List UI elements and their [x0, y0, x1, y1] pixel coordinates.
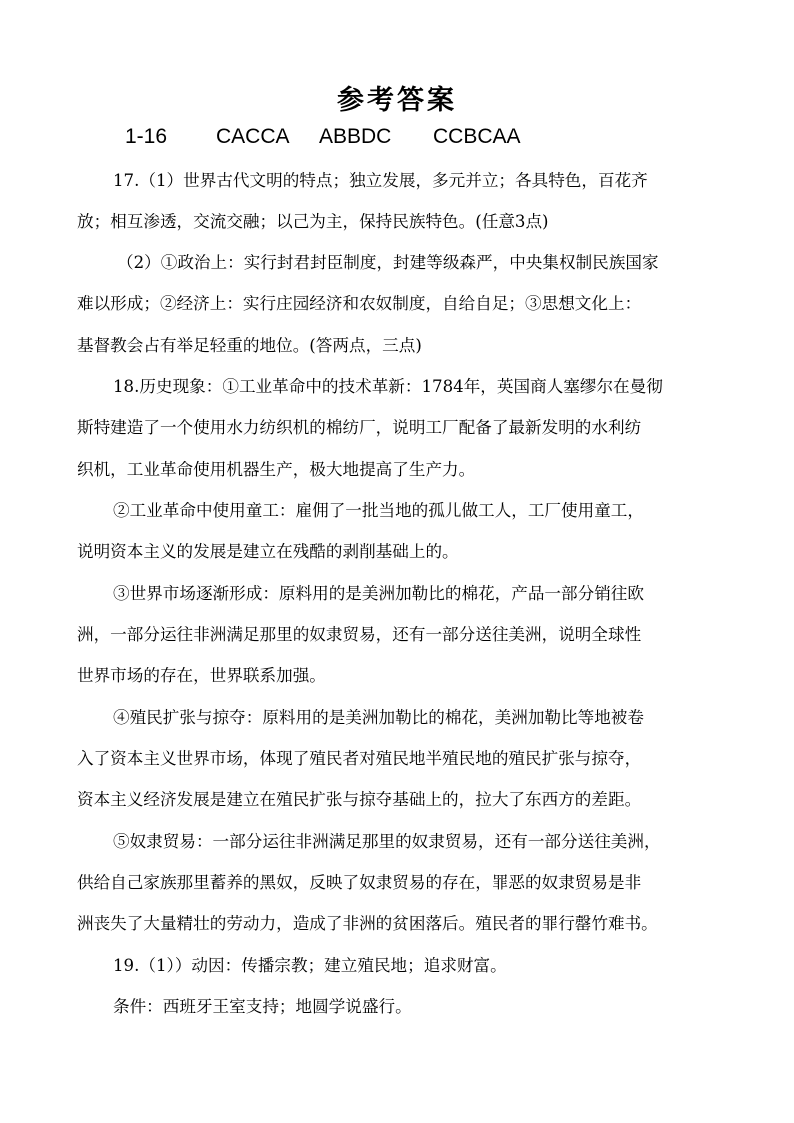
text-line: 基督教会占有举足轻重的地位。(答两点，三点)	[77, 336, 422, 355]
text-line: 放；相互渗透，交流交融；以己为主，保持民族特色。(任意3点)	[77, 212, 549, 231]
answer-range: 1-16	[125, 125, 168, 148]
text-line: 18.历史现象：①工业革命中的技术革新：1784年，英国商人塞缪尔在曼彻	[113, 377, 663, 396]
text-line: 资本主义经济发展是建立在殖民扩张与掠夺基础上的，拉大了东西方的差距。	[77, 790, 642, 809]
text-line: ⑤奴隶贸易：一部分运往非洲满足那里的奴隶贸易，还有一部分送往美洲，	[113, 832, 661, 851]
text-line: 供给自己家族那里蓄养的黑奴，反映了奴隶贸易的存在，罪恶的奴隶贸易是非	[77, 873, 642, 892]
text-line: 条件：西班牙王室支持；地圆学说盛行。	[113, 997, 412, 1016]
text-line: 说明资本主义的发展是建立在残酷的剥削基础上的。	[77, 542, 459, 561]
page-title: 参考答案	[337, 85, 457, 116]
text-line: 难以形成；②经济上：实行庄园经济和农奴制度，自给自足；③思想文化上：	[77, 294, 642, 313]
text-line: 洲，一部分运往非洲满足那里的奴隶贸易，还有一部分送往美洲，说明全球性	[77, 625, 642, 644]
text-line: 洲丧失了大量精壮的劳动力，造成了非洲的贫困落后。殖民者的罪行罄竹难书。	[77, 914, 658, 933]
text-line: 17.（1）世界古代文明的特点；独立发展，多元并立；各具特色，百花齐	[113, 171, 648, 190]
text-line: 斯特建造了一个使用水力纺织机的棉纺厂，说明工厂配备了最新发明的水利纺	[77, 418, 642, 437]
text-line: ④殖民扩张与掠夺：原料用的是美洲加勒比的棉花，美洲加勒比等地被卷	[113, 708, 644, 727]
answer-group-3: CCBCAA	[433, 125, 521, 148]
answer-group-2: ABBDC	[319, 125, 392, 148]
text-line: ③世界市场逐渐形成：原料用的是美洲加勒比的棉花，产品一部分销往欧	[113, 584, 644, 603]
text-line: 织机，工业革命使用机器生产，极大地提高了生产力。	[77, 460, 476, 479]
text-line: （2）①政治上：实行封君封臣制度，封建等级森严，中央集权制民族国家	[117, 253, 659, 272]
answer-group-1: CACCA	[216, 125, 290, 148]
text-line: 入了资本主义世界市场，体现了殖民者对殖民地半殖民地的殖民扩张与掠夺，	[77, 749, 642, 768]
text-line: 世界市场的存在，世界联系加强。	[77, 666, 326, 685]
text-line: ②工业革命中使用童工：雇佣了一批当地的孤儿做工人，工厂使用童工，	[113, 501, 644, 520]
text-line: 19.（1））动因：传播宗教；建立殖民地；追求财富。	[113, 956, 507, 975]
